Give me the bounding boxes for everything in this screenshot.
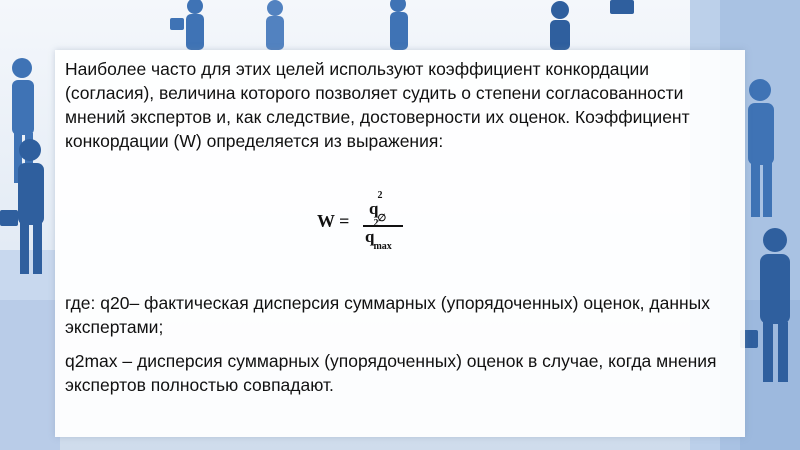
figure-top-right — [550, 0, 634, 50]
figure-top-center-3 — [390, 0, 408, 50]
formula-lhs: W = — [317, 211, 350, 231]
paragraph-q2max-definition: q2max – дисперсия суммарных (упорядоченных) оценок в случае, когда мнения экспертов полностью совпадают. — [65, 351, 717, 395]
formula-denominator: $q^2_{max}$ — [365, 218, 392, 253]
concordance-formula — [317, 190, 437, 257]
figure-top-center-1 — [170, 0, 204, 50]
figure-top-center-2 — [266, 0, 284, 50]
formula-numerator: $q^2_\emptyset$ — [369, 190, 387, 225]
paragraph-q20-definition: где: q20– фактическая дисперсия суммарных (упорядоченных) оценок, данных экспертами; — [65, 293, 710, 337]
content-panel — [55, 50, 745, 437]
paragraph-concordance-intro: Наиболее часто для этих целей используют коэффициент конкордации (согласия), величина которого позволяет судить о степени согласованности мнений экспертов и, как следствие, достоверности их оценок. Коэффициент конкордации (W) определяется из выражения: — [65, 59, 690, 151]
